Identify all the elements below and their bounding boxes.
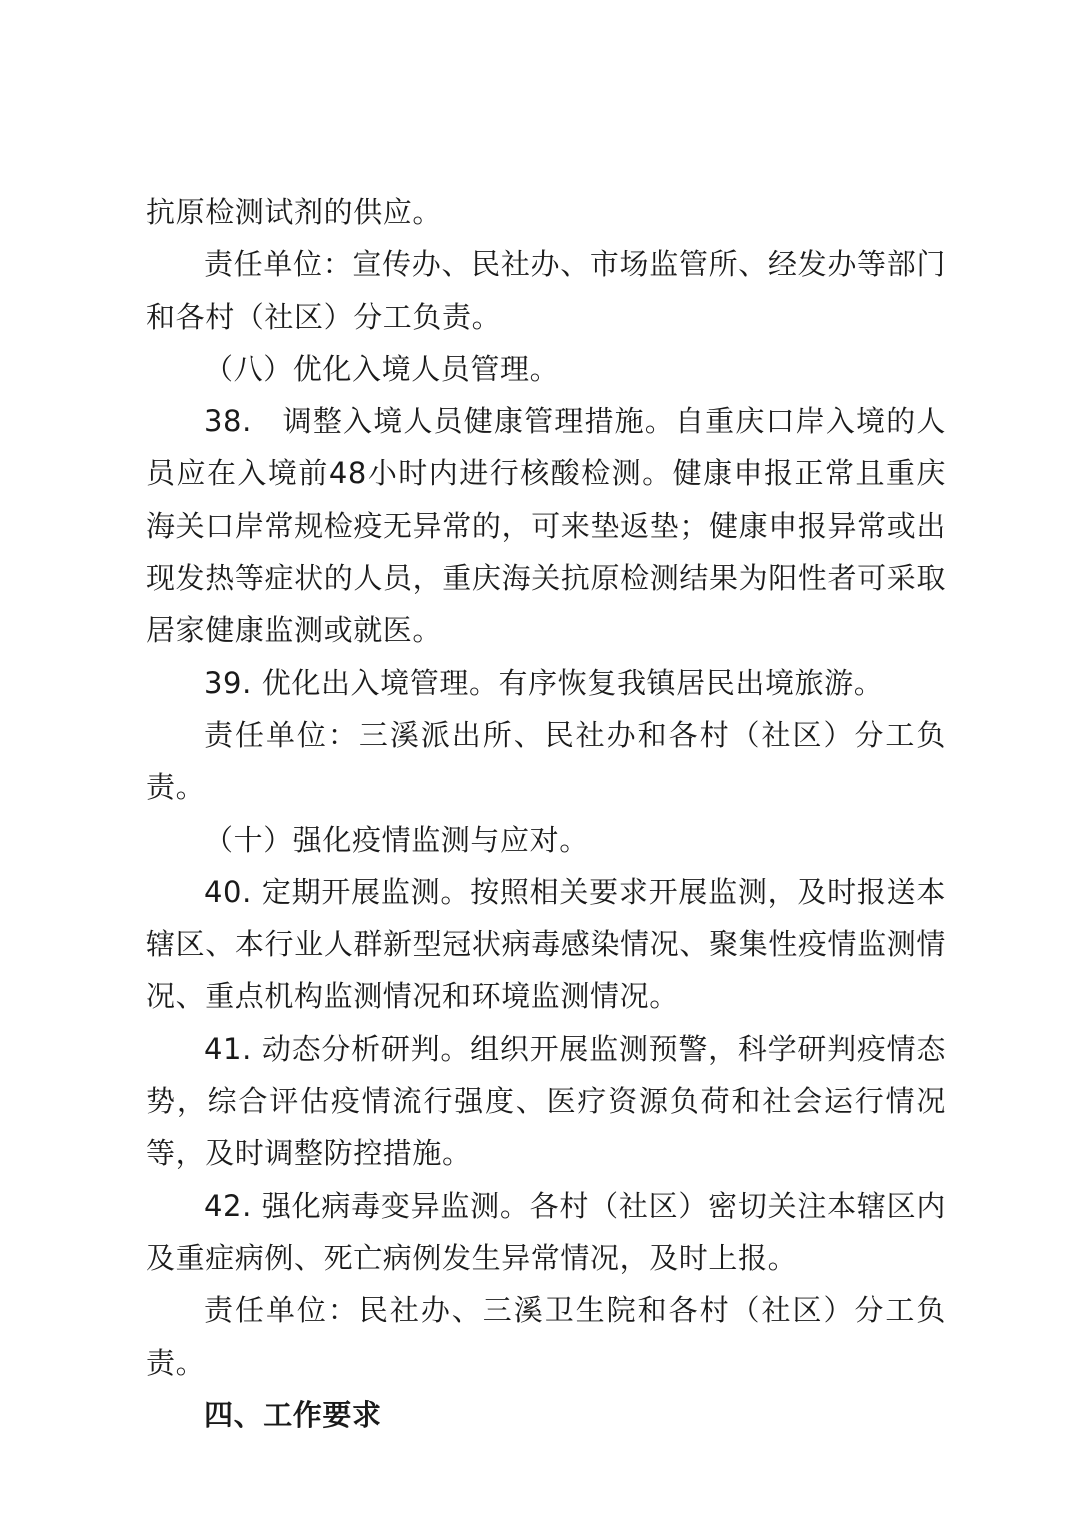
section-heading-8: （八）优化入境人员管理。 — [204, 351, 560, 386]
document-body — [146, 186, 946, 1441]
section-heading-work-requirements: 四、工作要求 — [204, 1397, 382, 1432]
paragraph-continuation: 抗原检测试剂的供应。 — [146, 195, 443, 229]
section-heading-10: （十）强化疫情监测与应对。 — [204, 822, 589, 857]
paragraph-item-42: 42. 强化病毒变异监测。各村（社区）密切关注本辖区内及重症病例、死亡病例发生异常情况，及时上报。 — [146, 1188, 946, 1275]
paragraph-item-39: 39. 优化出入境管理。有序恢复我镇居民出境旅游。 — [204, 665, 884, 700]
paragraph-responsible-units: 责任单位：三溪派出所、民社办和各村（社区）分工负责。 — [146, 717, 946, 805]
paragraph-responsible-units: 责任单位：民社办、三溪卫生院和各村（社区）分工负责。 — [146, 1293, 946, 1380]
paragraph-item-41: 41. 动态分析研判。组织开展监测预警，科学研判疫情态势，综合评估疫情流行强度、医疗资源负荷和社会运行情况等，及时调整防控措施。 — [146, 1031, 946, 1171]
paragraph-item-40: 40. 定期开展监测。按照相关要求开展监测，及时报送本辖区、本行业人群新型冠状病毒感染情况、聚集性疫情监测情况、重点机构监测情况和环境监测情况。 — [146, 874, 946, 1014]
paragraph-item-38: 38. 调整入境人员健康管理措施。自重庆口岸入境的人员应在入境前48小时内进行核酸检测。健康申报正常且重庆海关口岸常规检疫无异常的，可来垫返垫；健康申报异常或出现发热等症状的人员，重庆海关抗原检测结果为阳性者可采取居家健康监测或就医。 — [146, 404, 946, 648]
paragraph-responsible-units: 责任单位：宣传办、民社办、市场监管所、经发办等部门和各村（社区）分工负责。 — [146, 247, 946, 334]
